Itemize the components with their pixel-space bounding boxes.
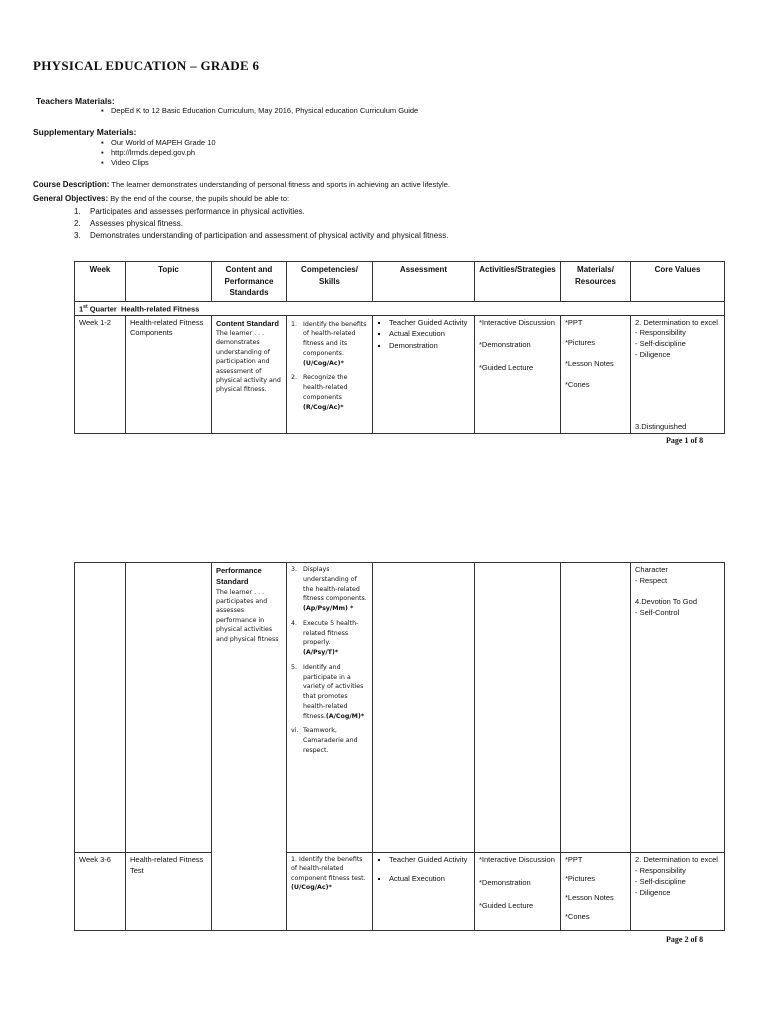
assessment-cell: ▪ Teacher Guided Activity ▪ Actual Execution ▪ Demonstration — [373, 315, 475, 433]
materials-cell: *PPT *Pictures *Lesson Notes *Cones — [561, 853, 631, 931]
objective-item: Assesses physical fitness. — [90, 219, 183, 228]
objective-number: 3. — [74, 231, 81, 240]
week-cell: Week 3-6 — [75, 853, 126, 931]
course-description-label: Course Description: — [33, 180, 110, 189]
page-number: Page 1 of 8 — [666, 436, 704, 445]
week-cell — [75, 563, 126, 853]
quarter-cell: 1st Quarter Health-related Fitness — [75, 302, 725, 316]
curriculum-table-page2 — [74, 562, 725, 931]
core-values-cell: 2. Determination to excel - Responsibility - Self-discipline - Diligence 3.Distinguished — [631, 315, 725, 433]
page-number: Page 2 of 8 — [666, 935, 704, 944]
header-competencies: Competencies/ Skills — [287, 262, 373, 302]
table-row — [75, 853, 725, 931]
course-description-text: The learner demonstrates understanding of personal fitness and sports in achieving an active lifestyle. — [111, 180, 450, 189]
header-standards: Content and Performance Standards — [212, 262, 287, 302]
materials-cell — [561, 563, 631, 853]
objective-number: 1. — [74, 207, 81, 216]
competencies-cell: 1. Identify the benefits of health-related fitness and its components. (U/Cog/Ac)* 2. Recognize the health-related components (R/Cog/Ac)* — [287, 315, 373, 433]
objective-item: Demonstrates understanding of participation and assessment of physical activity and physical fitness. — [90, 231, 449, 240]
table-header-row — [75, 262, 725, 302]
general-objectives — [33, 194, 289, 203]
general-objectives-text: By the end of the course, the pupils should be able to: — [110, 194, 290, 203]
competencies-cell: 1. Identify the benefits of health-related component fitness test. (U/Cog/Ac)* — [287, 853, 373, 931]
topic-cell — [126, 563, 212, 853]
curriculum-table-page1 — [74, 261, 725, 434]
supplementary-item: ▪ Our World of MAPEH Grade 10 — [111, 138, 215, 147]
header-week: Week — [75, 262, 126, 302]
document-title: PHYSICAL EDUCATION – GRADE 6 — [33, 58, 260, 73]
header-topic: Topic — [126, 262, 212, 302]
activities-cell: *Interactive Discussion *Demonstration *Guided Lecture — [475, 853, 561, 931]
assessment-cell: ▪ Teacher Guided Activity ▪ Actual Execution — [373, 853, 475, 931]
table-row — [75, 315, 725, 433]
objective-item: Participates and assesses performance in physical activities. — [90, 207, 305, 216]
header-activities: Activities/Strategies — [475, 262, 561, 302]
teachers-materials-label: Teachers Materials: — [36, 96, 115, 106]
assessment-cell — [373, 563, 475, 853]
teachers-material-item: ▪ DepEd K to 12 Basic Education Curriculum, May 2016, Physical education Curriculum Guide — [111, 106, 418, 115]
topic-cell: Health-related Fitness Components — [126, 315, 212, 433]
quarter-row — [75, 302, 725, 316]
objective-number: 2. — [74, 219, 81, 228]
general-objectives-label: General Objectives: — [33, 194, 109, 203]
header-materials: Materials/ Resources — [561, 262, 631, 302]
activities-cell — [475, 563, 561, 853]
course-description — [33, 180, 450, 189]
activities-cell: *Interactive Discussion *Demonstration *Guided Lecture — [475, 315, 561, 433]
standard-cell: Performance Standard The learner . . . participates and assesses performance in physical activities and physical fitness — [212, 563, 287, 931]
supplementary-item: ▪ http://lrmds.deped.gov.ph — [111, 148, 195, 157]
core-values-cell: 2. Determination to excel - Responsibility - Self-discipline - Diligence — [631, 853, 725, 931]
header-core-values: Core Values — [631, 262, 725, 302]
supplementary-item: ▪ Video Clips — [111, 158, 149, 167]
header-assessment: Assessment — [373, 262, 475, 302]
week-cell: Week 1-2 — [75, 315, 126, 433]
standard-cell: Content Standard The learner . . . demonstrates understanding of participation and assessment of physical activity and physical fitness. — [212, 315, 287, 433]
materials-cell: *PPT *Pictures *Lesson Notes *Cones — [561, 315, 631, 433]
table-row — [75, 563, 725, 853]
topic-cell: Health-related Fitness Test — [126, 853, 212, 931]
competencies-cell: 3. Displays understanding of the health-related fitness components. (Ap/Psy/Mm) * 4. Execute 5 health-related fitness properly. (A/Psy/T)* 5. Identify and participate in a variety of activities that promotes health-related fitness.(A/Cog/M)* vi. Teamwork, Camaraderie and respect. — [287, 563, 373, 853]
supplementary-materials-label: Supplementary Materials: — [33, 127, 137, 137]
core-values-cell: Character - Respect 4.Devotion To God - Self-Control — [631, 563, 725, 853]
